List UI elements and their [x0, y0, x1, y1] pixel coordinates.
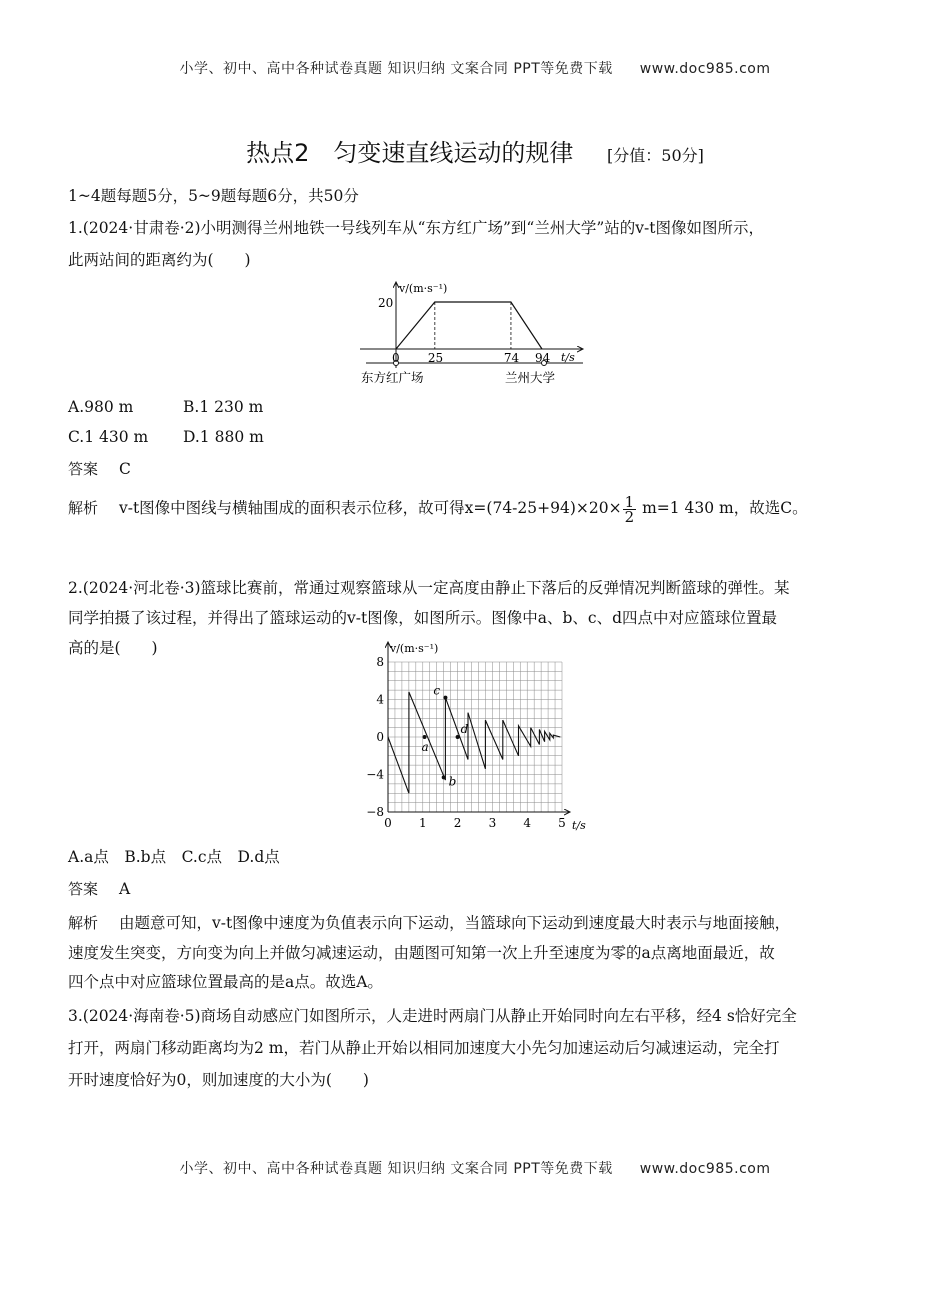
- q1-x-tick: 94: [535, 351, 551, 365]
- footer-url: www.doc985.com: [639, 1161, 771, 1177]
- q2-point-label-b: b: [448, 774, 457, 789]
- q1-answer-value: C: [118, 460, 131, 478]
- q1-stem-line2: 此两站间的距离约为( ): [68, 251, 251, 269]
- q2-y-label: v/(m·s⁻¹): [390, 642, 439, 655]
- q1-answer: 答案 C: [68, 460, 131, 478]
- q1-analysis: 解析 v-t图像中图线与横轴围成的面积表示位移，故可得x=(74-25+94)×20× $\frac{1}{2}$ m=1 430 m，故选C。: [68, 492, 808, 526]
- q2-series-line: [388, 692, 560, 793]
- q2-x-label: t/s: [572, 819, 586, 832]
- footer-text: 小学、初中、高中各种试卷真题 知识归纳 文案合同 PPT等免费下载: [179, 1161, 613, 1177]
- q1-series-line: [396, 302, 542, 349]
- q2-point-a: [423, 735, 427, 739]
- q2-answer: 答案 A: [68, 880, 131, 898]
- q1-option-b: B.1 230 m: [183, 398, 264, 416]
- page-footer: [0, 1158, 950, 1178]
- scoring-rule: 1~4题每题5分，5~9题每题6分，共50分: [68, 187, 359, 205]
- q2-point-label-c: c: [433, 683, 441, 698]
- q2-stem-line2: 同学拍摄了该过程，并得出了篮球运动的v-t图像，如图所示。图像中a、b、c、d四点中对应篮球位置最: [68, 609, 777, 627]
- q2-x-tick: 0: [384, 816, 392, 830]
- header-url: www.doc985.com: [639, 61, 771, 77]
- q2-stem-line1: 2.(2024·河北卷·3)篮球比赛前，常通过观察篮球从一定高度由静止下落后的反弹情况判断篮球的弹性。某: [68, 579, 790, 597]
- q2-y-tick: 4: [376, 692, 384, 707]
- q2-x-tick: 3: [488, 816, 497, 830]
- q2-point-b: [442, 775, 446, 779]
- q2-point-label-a: a: [421, 740, 429, 754]
- q2-y-tick: −4: [366, 767, 384, 782]
- q1-options-row1: [68, 393, 883, 422]
- q1-vt-graph: [355, 276, 595, 388]
- q1-x-label: t/s: [561, 351, 575, 364]
- q2-analysis-line2: 速度发生突变，方向变为向上并做匀减速运动，由题图可知第一次上升至速度为零的a点离地面最近，故: [68, 944, 775, 962]
- q1-station-right: 兰州大学: [505, 370, 556, 385]
- q1-option-c: C.1 430 m: [68, 428, 149, 446]
- q1-stem-line1: 1.(2024·甘肃卷·2)小明测得兰州地铁一号线列车从“东方红广场”到“兰州大学”站的v-t图像如图所示，: [68, 219, 764, 237]
- q2-x-tick: 4: [523, 816, 532, 830]
- q1-fraction: $\frac{1}{2}$: [624, 492, 635, 526]
- q1-y-tick: 20: [378, 296, 394, 310]
- q1-option-a: A.980 m: [68, 398, 134, 416]
- q1-analysis-pre: v-t图像中图线与横轴围成的面积表示位移，故可得x=(74-25+94)×20×: [118, 499, 622, 517]
- q1-x-tick: 74: [503, 351, 520, 365]
- q1-option-d: D.1 880 m: [183, 428, 264, 446]
- q1-options-row2: [68, 423, 883, 452]
- q2-analysis-line1: 解析 由题意可知，v-t图像中速度为负值表示向下运动，当篮球向下运动到速度最大时表示与地面接触，: [68, 914, 791, 932]
- q2-y-tick: −8: [366, 805, 384, 819]
- title-main: 热点2 匀变速直线运动的规律: [246, 139, 574, 167]
- q2-vt-graph: [360, 636, 595, 836]
- page-header: [0, 58, 950, 78]
- q1-y-label: v/(m·s⁻¹): [399, 282, 448, 295]
- q2-analysis-line3: 四个点中对应篮球位置最高的是a点。故选A。: [68, 973, 383, 991]
- q2-point-c: [443, 696, 447, 700]
- q2-stem-line3: 高的是( ): [68, 639, 158, 657]
- q3-stem-line2: 打开，两扇门移动距离均为2 m，若门从静止开始以相同加速度大小先匀加速运动后匀减速运动，完全打: [68, 1039, 780, 1057]
- q1-analysis-post: m=1 430 m，故选C。: [637, 499, 808, 517]
- header-text: 小学、初中、高中各种试卷真题 知识归纳 文案合同 PPT等免费下载: [179, 61, 613, 77]
- q1-x-tick: 0: [392, 351, 400, 365]
- q3-stem-line3: 开时速度恰好为0，则加速度的大小为( ): [68, 1071, 369, 1089]
- q2-options: A.a点 B.b点 C.c点 D.d点: [68, 848, 280, 866]
- q3-stem-line1: 3.(2024·海南卷·5)商场自动感应门如图所示，人走进时两扇门从静止开始同时向左右平移，经4 s恰好完全: [68, 1007, 797, 1025]
- q2-x-tick: 5: [558, 816, 566, 830]
- q2-y-tick: 8: [376, 655, 384, 669]
- q2-answer-value: A: [118, 880, 131, 898]
- q2-point-label-d: d: [460, 722, 469, 736]
- page-title: [0, 133, 950, 168]
- q2-x-tick: 2: [453, 816, 462, 830]
- q1-x-tick: 25: [427, 351, 444, 365]
- q2-y-tick: 0: [376, 730, 384, 744]
- title-score: [分值：50分]: [607, 146, 704, 165]
- q2-point-d: [456, 735, 460, 739]
- q2-x-tick: 1: [418, 816, 427, 830]
- q1-station-left: 东方红广场: [361, 370, 424, 385]
